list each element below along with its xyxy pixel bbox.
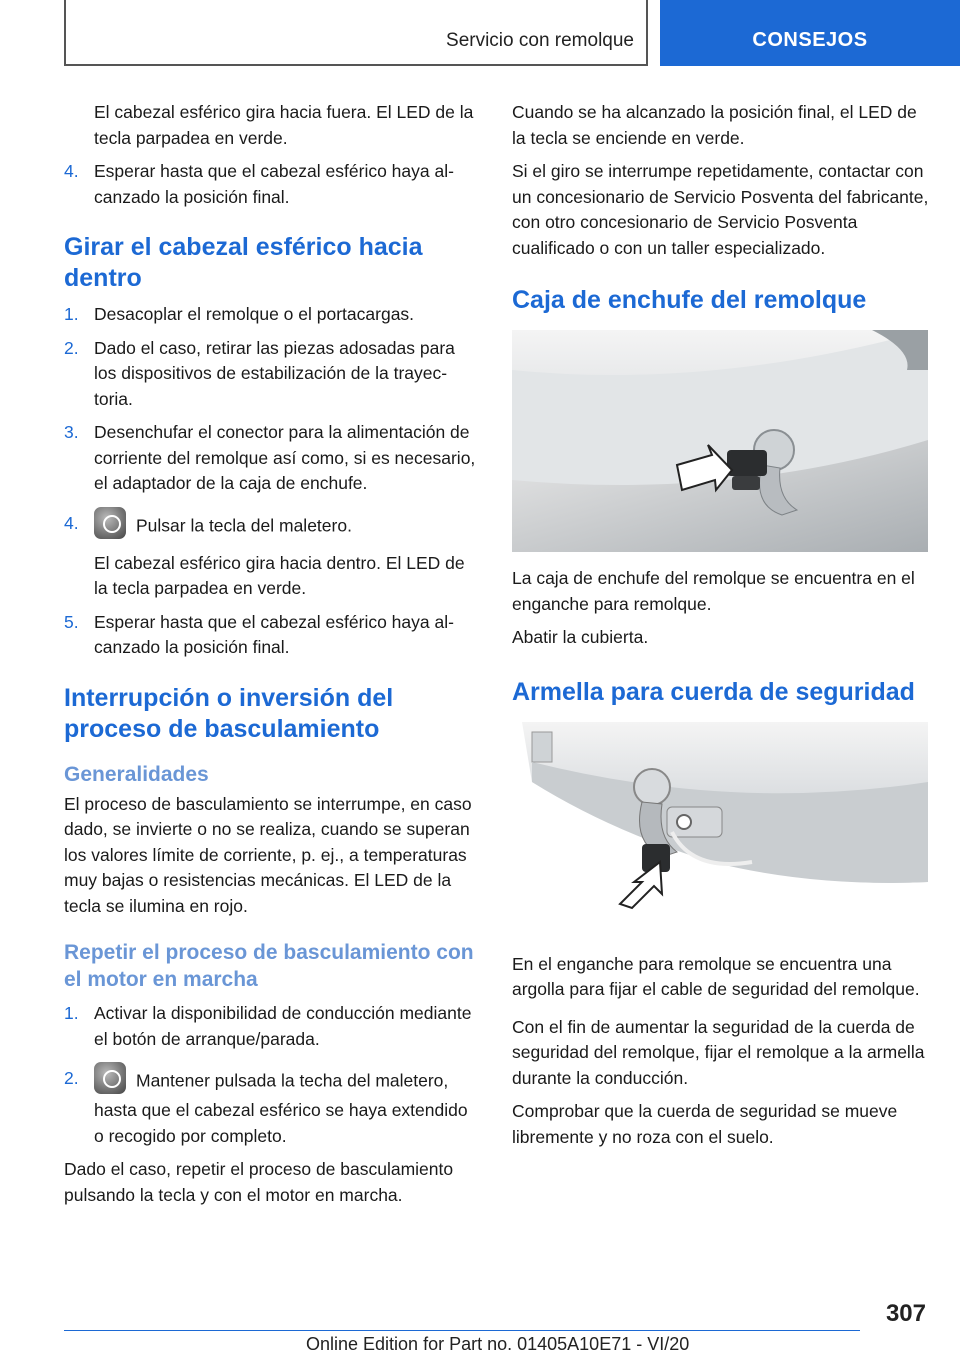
heading-general: Generalidades	[64, 762, 209, 786]
step-item	[64, 511, 480, 602]
step-item	[64, 1001, 480, 1052]
step-item	[64, 159, 480, 210]
paragraph: La caja de enchufe del remolque se encuentra en el enganche para remolque.	[512, 568, 915, 614]
left-column	[64, 100, 480, 1208]
step-text: Desenchufar el conector para la alimentación de corriente del remolque así como, si es necesario, el adaptador de la caja de enchufe.	[94, 422, 476, 493]
step-item	[64, 420, 480, 497]
header-section-title: Servicio con remolque	[446, 30, 634, 51]
paragraph: Abatir la cubierta.	[512, 627, 649, 647]
step-text: Desacoplar el remolque o el portacargas.	[94, 304, 415, 324]
step-number: 5.	[64, 611, 79, 632]
step-number: 4.	[64, 161, 79, 181]
step-number: 1.	[64, 304, 79, 324]
header-frame	[64, 0, 648, 66]
step-number: 2.	[64, 1068, 79, 1088]
step-number: 1.	[64, 1003, 79, 1023]
paragraph: Comprobar que la cuerda de seguridad se mueve libremente y no roza con el suelo.	[512, 1101, 898, 1147]
step-item	[64, 1066, 480, 1149]
paragraph: Dado el caso, repetir el proceso de basculamiento pulsando la tecla y con el motor en marcha.	[64, 1159, 454, 1205]
step-text: Pulsar la tecla del maletero.	[136, 515, 352, 536]
step-text: Activar la disponibilidad de conducción mediante el botón de arranque/parada.	[94, 1003, 472, 1049]
step-item	[64, 336, 480, 413]
step-text: Dado el caso, retirar las piezas adosadas para los dispositivos de estabilización de la trayectoria.	[94, 337, 455, 409]
heading-socket: Caja de enchufe del remolque	[512, 286, 867, 314]
paragraph: Si el giro se interrumpe repetidamente, contactar con un concesionario de Servicio Posventa del fabricante, con otro concesionario de Servicio Posventa cualificado o con un taller especializado.	[512, 161, 929, 258]
paragraph: Cuando se ha alcanzado la posición final, el LED de la tecla se enciende en verde.	[512, 102, 917, 148]
footer-edition: Online Edition for Part no. 01405A10E71 - VI/20	[306, 1334, 690, 1354]
footer-divider	[64, 1330, 860, 1331]
heading-rotate-inward: Girar el cabezal esférico hacia dentro	[64, 233, 423, 292]
step-number: 4.	[64, 512, 79, 533]
paragraph: Con el fin de aumentar la seguridad de la cuerda de seguridad del remolque, fijar el remolque a la armella durante la conducción.	[512, 1016, 925, 1088]
step-text: Esperar hasta que el cabezal esférico haya alcanzado la posición final.	[94, 611, 454, 657]
step-text: Mantener pulsada la techa del maletero, hasta que el cabezal esférico se haya extendido o recogido por completo.	[94, 1070, 468, 1146]
page-number: 307	[885, 1300, 926, 1327]
trunk-button-icon	[94, 1062, 126, 1094]
socket-photo	[512, 330, 928, 552]
safety-eye-photo	[512, 722, 928, 914]
step-item	[64, 610, 480, 661]
step-text: Esperar hasta que el cabezal esférico haya alcanzado la posición final.	[94, 161, 454, 207]
paragraph: El proceso de basculamiento se interrumpe, en caso dado, se invierte o no se realiza, cuando se superan los valores límite de corriente, p. ej., a temperaturas muy bajas o resistencias mecánicas. El LED de la tecla se ilumina en rojo.	[64, 793, 472, 916]
heading-repeat: Repetir el proceso de basculamiento con el motor en marcha	[64, 941, 474, 991]
step-number: 3.	[64, 422, 79, 442]
heading-interrupt: Interrupción o inversión del proceso de basculamiento	[64, 683, 394, 743]
trunk-button-icon	[94, 507, 126, 539]
step-number: 2.	[64, 337, 79, 358]
step-item	[64, 302, 480, 328]
step-result: El cabezal esférico gira hacia dentro. El LED de la tecla parpadea en verde.	[94, 552, 465, 598]
right-column	[512, 100, 932, 1150]
paragraph: En el enganche para remolque se encuentra una argolla para fijar el cable de seguridad del remolque.	[512, 953, 920, 999]
heading-safety-eye: Armella para cuerda de seguridad	[512, 677, 915, 706]
header-chapter-tab[interactable]: CONSEJOS	[660, 0, 960, 66]
paragraph: El cabezal esférico gira hacia fuera. El LED de la tecla parpadea en verde.	[94, 102, 474, 148]
